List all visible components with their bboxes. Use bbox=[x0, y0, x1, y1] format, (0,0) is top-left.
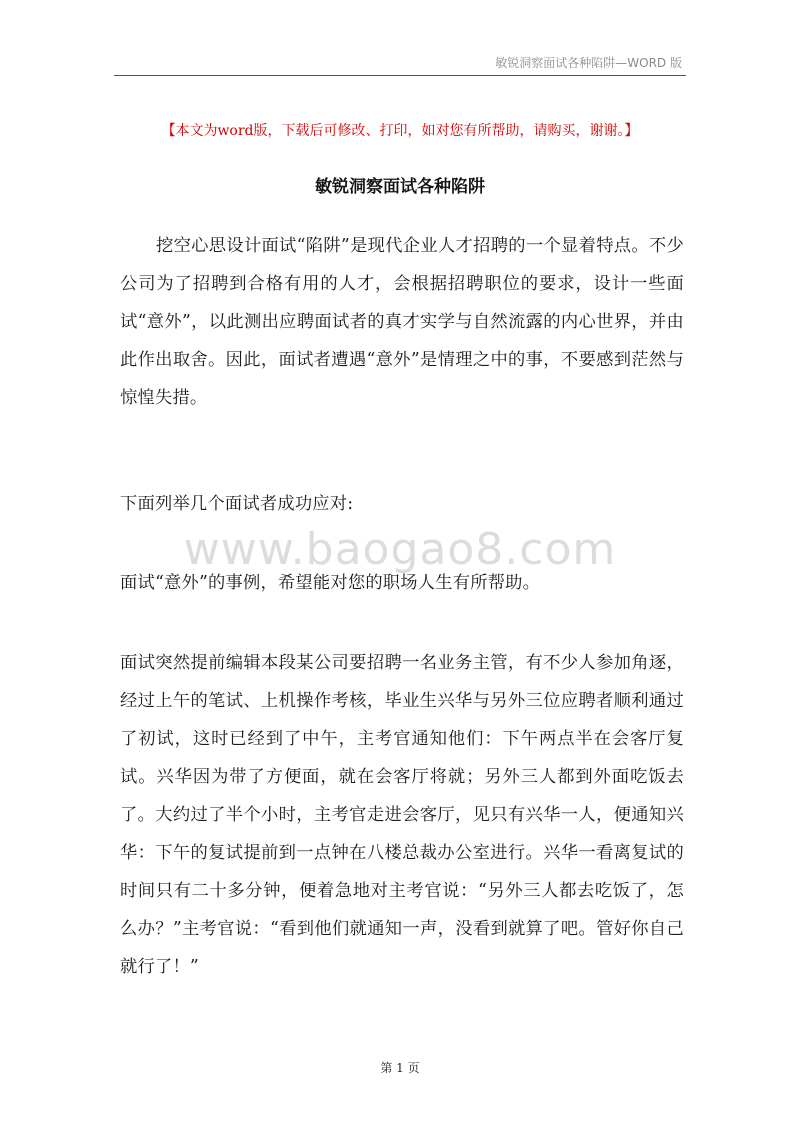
header-divider bbox=[114, 75, 686, 76]
paragraph-case-story: 面试突然提前编辑本段某公司要招聘一名业务主管，有不少人参加角逐，经过上午的笔试、上机操作考核，毕业生兴华与另外三位应聘者顺利通过了初试，这时已经到了中午，主考官通知他们：下午两点半在会客厅复试。兴华因为带了方便面，就在会客厅将就；另外三人都到外面吃饭去了。大约过了半个小时，主考官走进会客厅，见只有兴华一人，便通知兴华：下午的复试提前到一点钟在八楼总裁办公室进行。兴华一看离复试的时间只有二十多分钟，便着急地对主考官说：“另外三人都去吃饭了，怎么办？”主考官说：“看到他们就通知一声，没看到就算了吧。管好你自己就行了！” bbox=[120, 653, 684, 977]
paragraph-examples-note: 面试“意外”的事例，希望能对您的职场人生有所帮助。 bbox=[120, 573, 541, 593]
page-number: 第 1 页 bbox=[380, 1061, 420, 1075]
document-title: 敏锐洞察面试各种陷阱 bbox=[315, 177, 485, 197]
running-header: 敏锐洞察面试各种陷阱—WORD 版 bbox=[495, 56, 682, 70]
purchase-notice: 【本文为word版，下载后可修改、打印，如对您有所帮助，请购买，谢谢。】 bbox=[161, 123, 639, 139]
paragraph-intro: 挖空心思设计面试“陷阱”是现代企业人才招聘的一个显着特点。不少公司为了招聘到合格有用的人才，会根据招聘职位的要求，设计一些面试“意外”，以此测出应聘面试者的真才实学与自然流露的内心世界，并由此作出取舍。因此，面试者遭遇“意外”是情理之中的事，不要感到茫然与惊惶失措。 bbox=[120, 236, 684, 408]
watermark: www.baogao8.com bbox=[183, 524, 617, 575]
paragraph-list-lead: 下面列举几个面试者成功应对: bbox=[120, 494, 354, 514]
